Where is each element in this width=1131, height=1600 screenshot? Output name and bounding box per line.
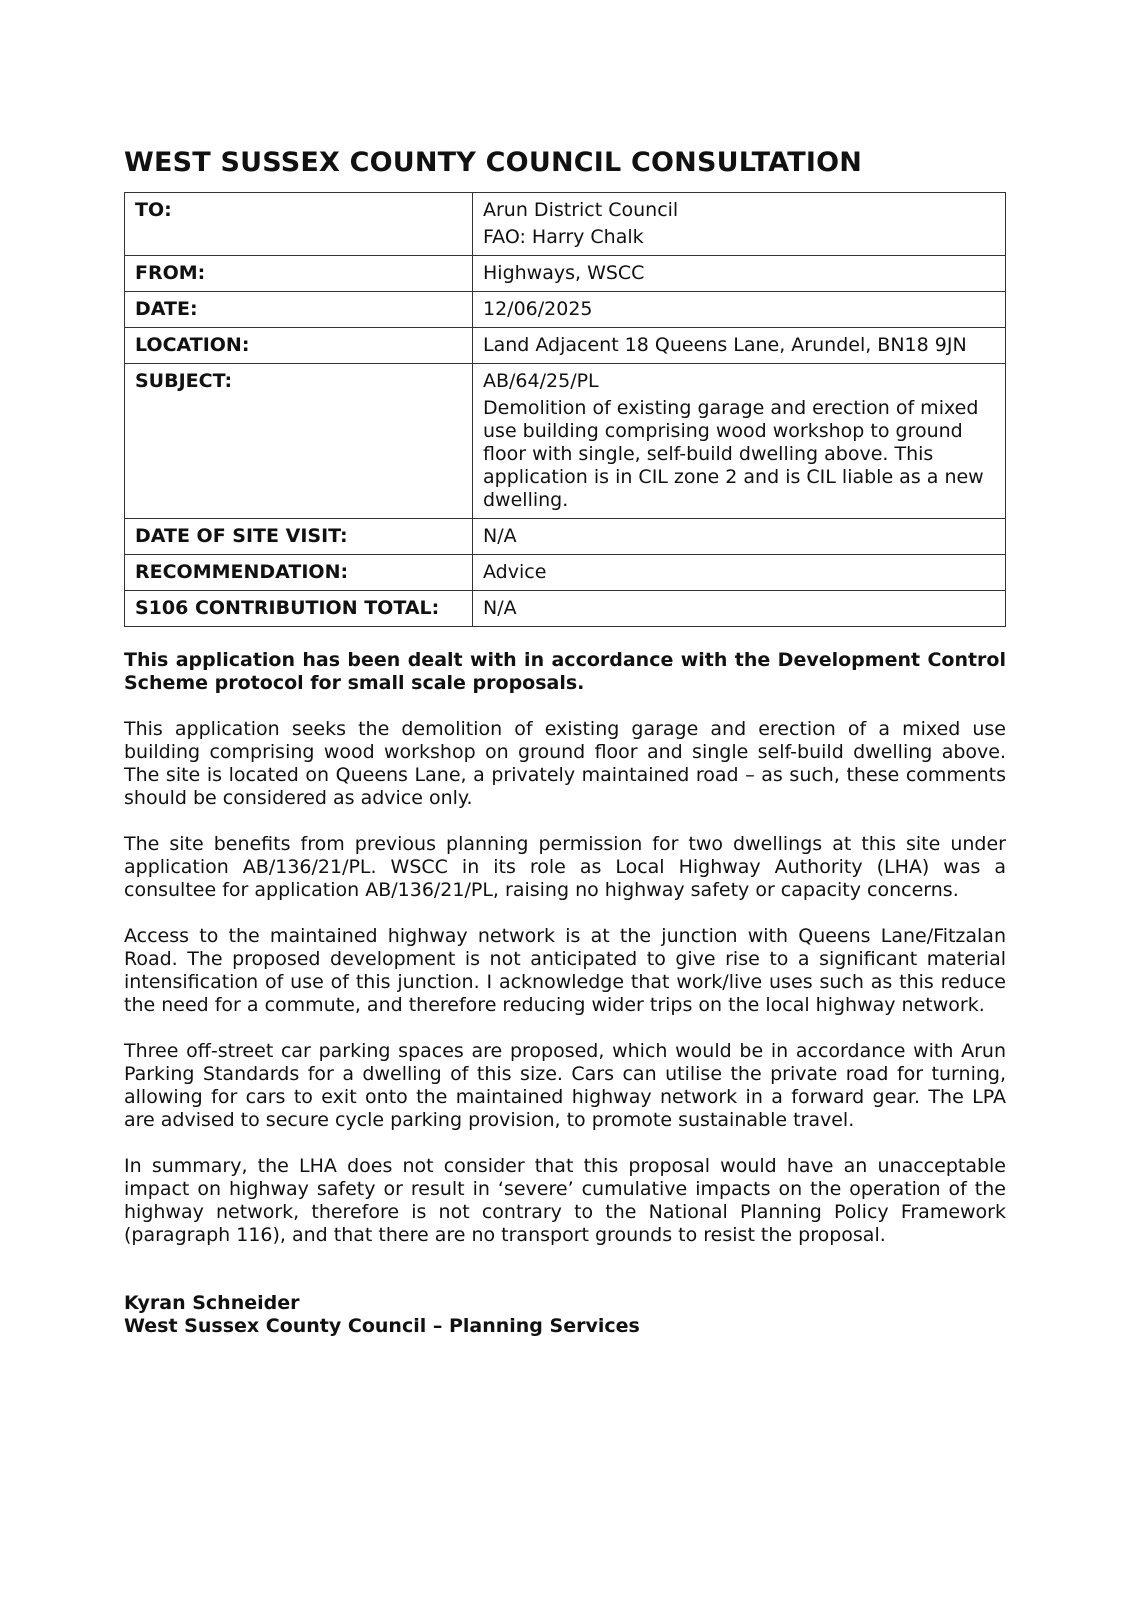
table-row-location — [125, 328, 1006, 364]
subject-value — [473, 364, 1006, 519]
signatory-name: Kyran Schneider — [124, 1292, 300, 1314]
document-page — [124, 146, 1006, 1338]
paragraph-summary: In summary, the LHA does not consider that this proposal would have an unacceptable impact on highway safety or result in ‘severe’ cumulative impacts on the operation of the highway network, therefore is not contrary to the National Planning Policy Framework (paragraph 116), and that there are no transport grounds to resist the proposal. — [124, 1155, 1006, 1246]
to-fao: FAO: Harry Chalk — [483, 226, 644, 248]
table-row-date — [125, 292, 1006, 328]
table-row-to — [125, 193, 1006, 256]
s106-value: N/A — [473, 591, 1006, 627]
recommendation-label: RECOMMENDATION: — [125, 555, 473, 591]
from-value: Highways, WSCC — [473, 256, 1006, 292]
table-row-subject — [125, 364, 1006, 519]
lead-statement: This application has been dealt with in accordance with the Development Control Scheme protocol for small scale proposals. — [124, 649, 1006, 694]
location-label: LOCATION: — [125, 328, 473, 364]
table-row-s106 — [125, 591, 1006, 627]
paragraph-proposal: This application seeks the demolition of existing garage and erection of a mixed use building comprising wood workshop on ground floor and single self-build dwelling above. The site is located on Queens Lane, a privately maintained road – as such, these comments should be considered as advice only. — [124, 718, 1006, 809]
site-visit-label: DATE OF SITE VISIT: — [125, 519, 473, 555]
location-value: Land Adjacent 18 Queens Lane, Arundel, BN18 9JN — [473, 328, 1006, 364]
paragraph-parking: Three off-street car parking spaces are proposed, which would be in accordance with Arun Parking Standards for a dwelling of this size. Cars can utilise the private road for turning, allowing for cars to exit onto the maintained highway network in a forward gear. The LPA are advised to secure cycle parking provision, to promote sustainable travel. — [124, 1040, 1006, 1131]
table-row-site-visit — [125, 519, 1006, 555]
signature-block — [124, 1292, 1006, 1338]
to-label: TO: — [125, 193, 473, 256]
subject-reference: AB/64/25/PL — [483, 370, 599, 392]
to-recipient: Arun District Council — [483, 199, 679, 221]
subject-label: SUBJECT: — [125, 364, 473, 519]
paragraph-history: The site benefits from previous planning permission for two dwellings at this site under application AB/136/21/PL. WSCC in its role as Local Highway Authority (LHA) was a consultee for application AB/136/21/PL, raising no highway safety or capacity concerns. — [124, 833, 1006, 901]
from-label: FROM: — [125, 256, 473, 292]
paragraph-access: Access to the maintained highway network is at the junction with Queens Lane/Fitzalan Road. The proposed development is not anticipated to give rise to a significant material intensification of use of this junction. I acknowledge that work/live uses such as this reduce the need for a commute, and therefore reducing wider trips on the local highway network. — [124, 925, 1006, 1016]
site-visit-value: N/A — [473, 519, 1006, 555]
subject-description: Demolition of existing garage and erection of mixed use building comprising wood workshop to ground floor with single, self-build dwelling above. This application is in CIL zone 2 and is CIL liable as a new dwelling. — [483, 397, 984, 511]
table-row-from — [125, 256, 1006, 292]
document-title: WEST SUSSEX COUNTY COUNCIL CONSULTATION — [124, 147, 863, 178]
s106-label: S106 CONTRIBUTION TOTAL: — [125, 591, 473, 627]
date-label: DATE: — [125, 292, 473, 328]
to-value — [473, 193, 1006, 256]
recommendation-value: Advice — [473, 555, 1006, 591]
table-row-recommendation — [125, 555, 1006, 591]
signatory-organisation: West Sussex County Council – Planning Services — [124, 1315, 640, 1337]
consultation-table — [124, 192, 1006, 627]
date-value: 12/06/2025 — [473, 292, 1006, 328]
